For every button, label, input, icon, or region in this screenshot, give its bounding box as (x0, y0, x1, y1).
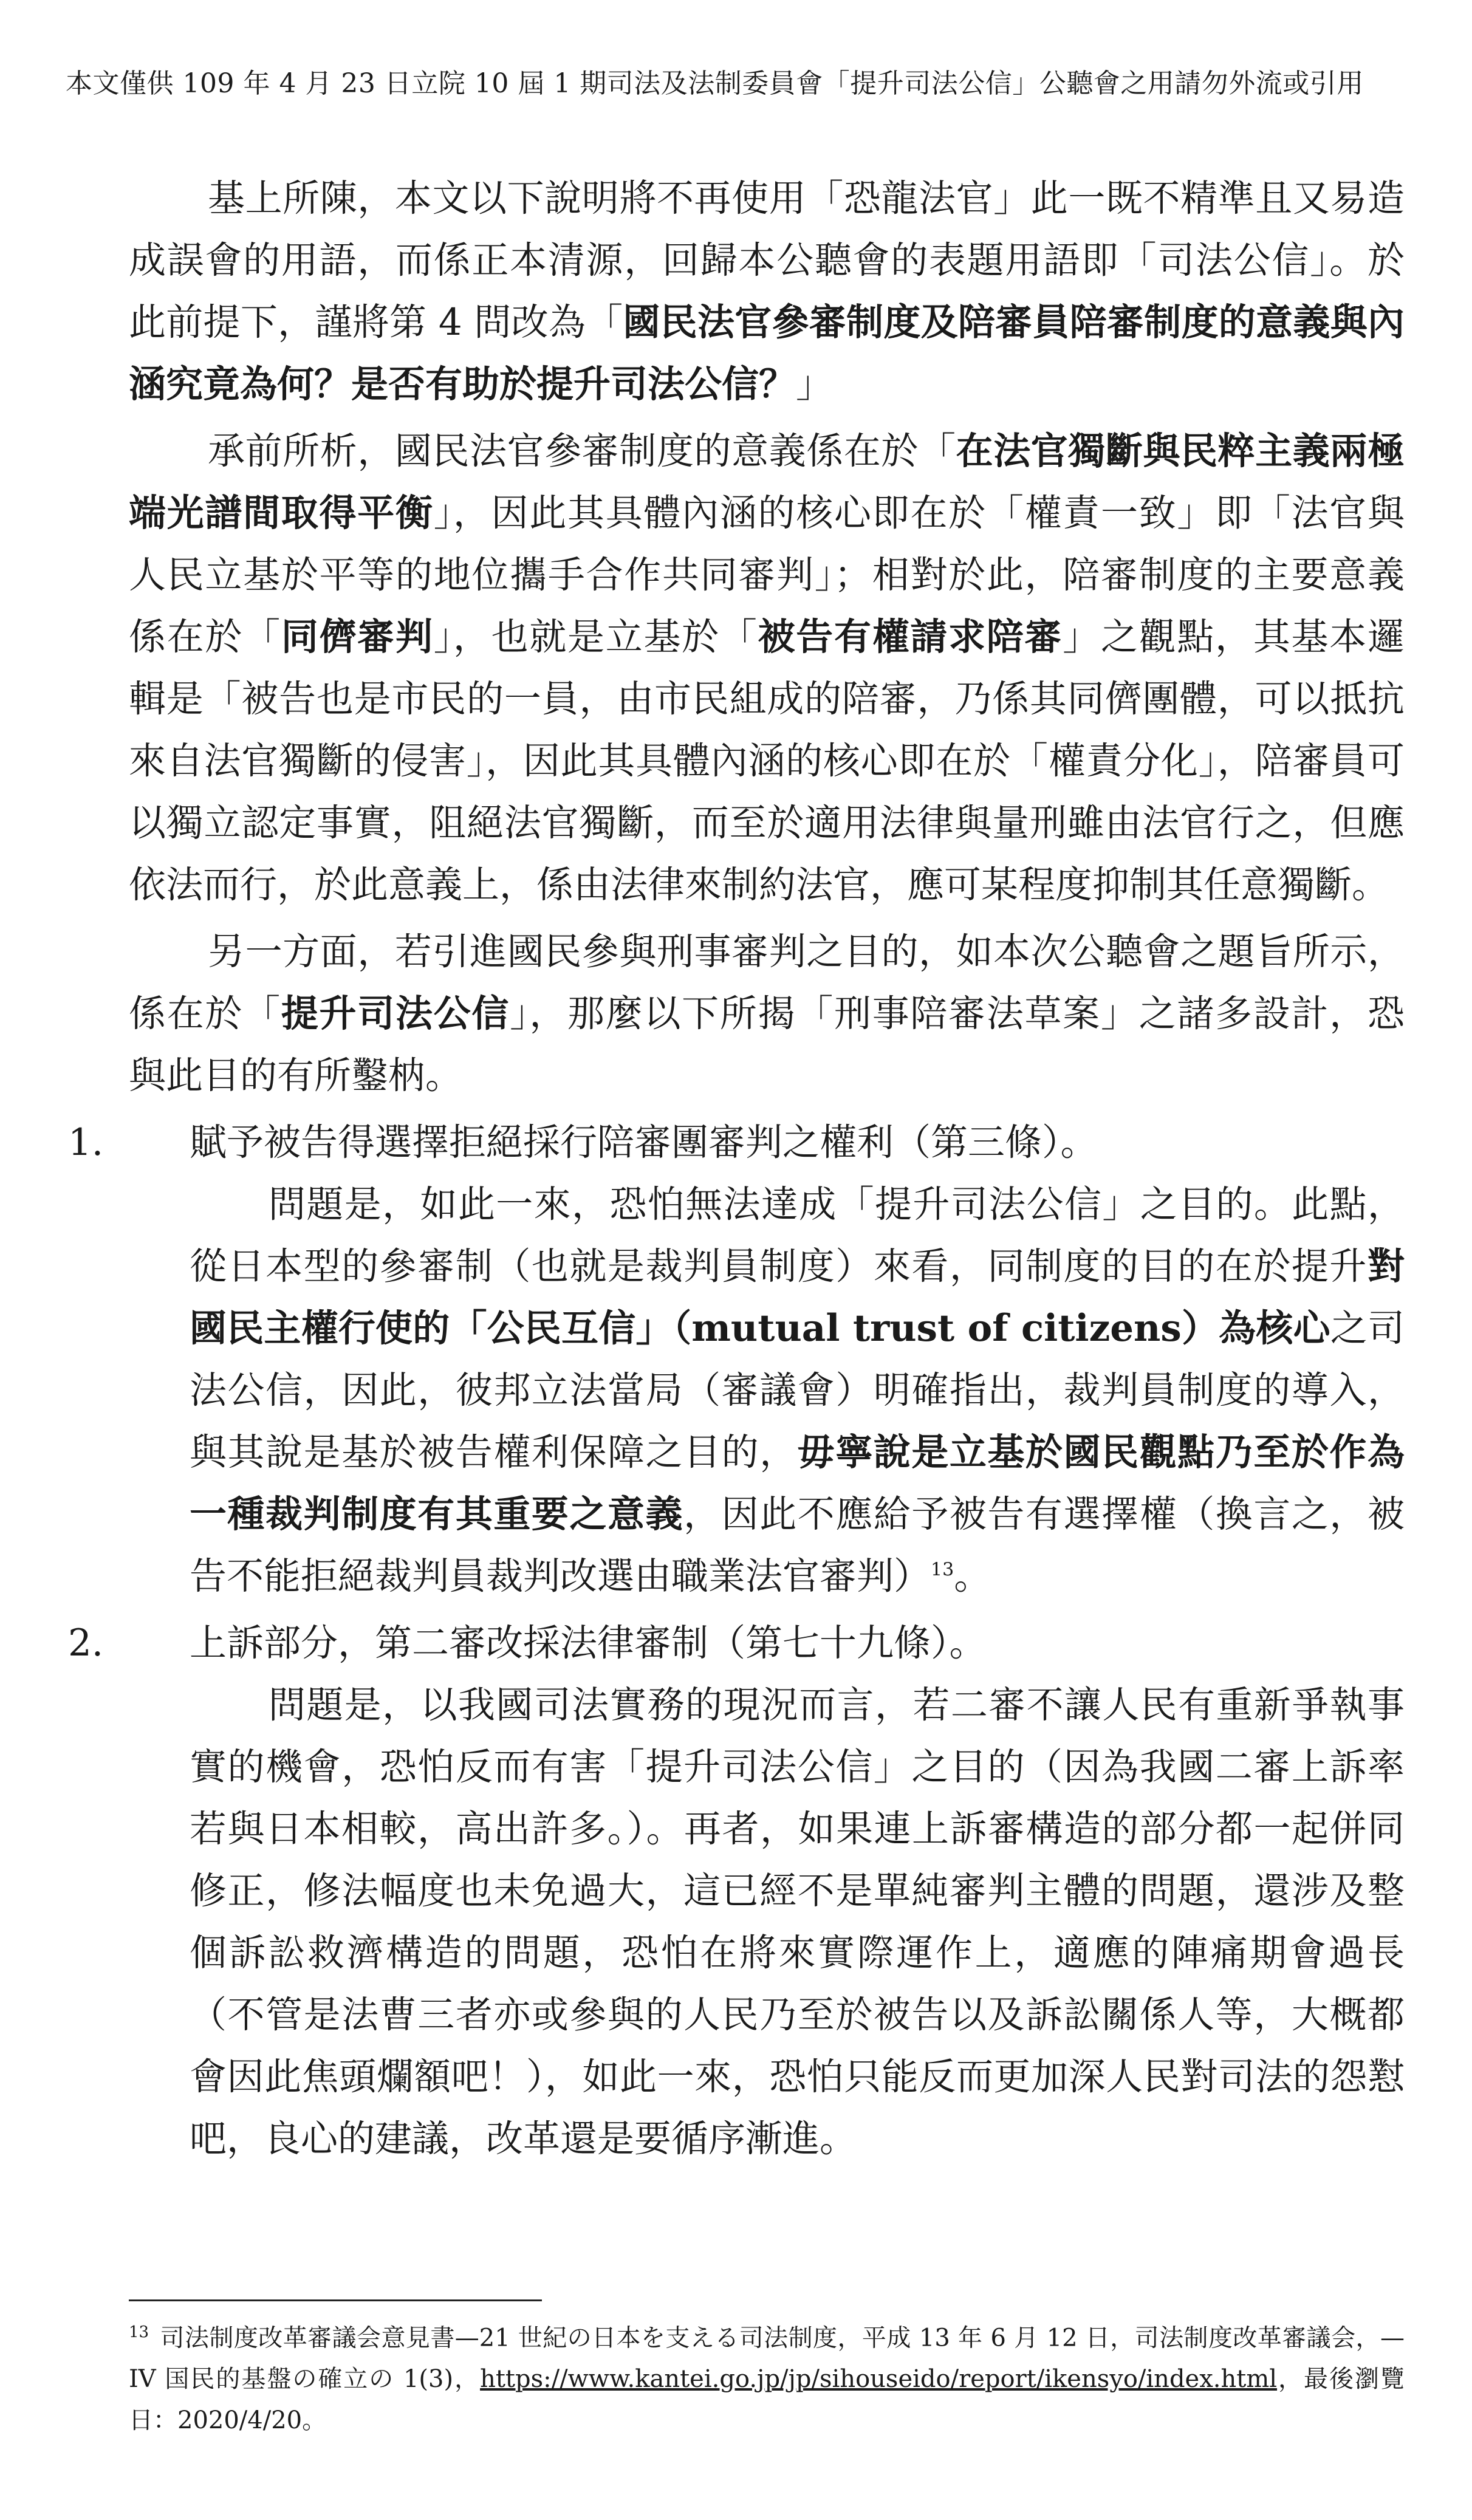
list-item-2 (68, 1612, 1405, 2170)
footnote-ref[interactable]: 13 (931, 1559, 954, 1581)
footnote-mark: 13 (129, 2323, 149, 2341)
list-item-body: 問題是，以我國司法實務的現況而言，若二審不讓人民有重新爭執事實的機會，恐怕反而有害「提升司法公信」之目的（因為我國二審上訴率若與日本相較，高出許多。）。再者，如果連上訴審構造的部分都一起併同修正，修法幅度也未免過大，這已經不是單純審判主體的問題，還涉及整個訴訟救濟構造的問題，恐怕在將來實際運作上，適應的陣痛期會過長（不管是法曹三者亦或參與的人民乃至於被告以及訴訟關係人等，大概都會因此焦頭爛額吧！），如此一來，恐怕只能反而更加深人民對司法的怨懟吧，良心的建議，改革還是要循序漸進。 (190, 1683, 1405, 2160)
paragraph-2: 承前所析，國民法官參審制度的意義係在於「在法官獨斷與民粹主義兩極端光譜間取得平衡」，因此其具體內涵的核心即在於「權責一致」即「法官與人民立基於平等的地位攜手合作共同審判」；相對於此，陪審制度的主要意義係在於「同儕審判」，也就是立基於「被告有權請求陪審」之觀點，其基本邏輯是「被告也是市民的一員，由市民組成的陪審，乃係其同儕團體，可以抵抗來自法官獨斷的侵害」，因此其具體內涵的核心即在於「權責分化」，陪審員可以獨立認定事實，阻絕法官獨斷，而至於適用法律與量刑雖由法官行之，但應依法而行，於此意義上，係由法律來制約法官，應可某程度抑制其任意獨斷。 (129, 430, 1405, 906)
list-number: 2. (68, 1621, 104, 1665)
paragraph-1: 基上所陳，本文以下說明將不再使用「恐龍法官」此一既不精準且又易造成誤會的用語，而係正本清源，回歸本公聽會的表題用語即「司法公信」。於此前提下，謹將第 4 問改為「國民法官參審制度及陪審員陪審制度的意義與內涵究竟為何？是否有助於提升司法公信？」 (129, 177, 1405, 406)
list-item-body: 問題是，如此一來，恐怕無法達成「提升司法公信」之目的。此點，從日本型的參審制（也就是裁判員制度）來看，同制度的目的在於提升對國民主權行使的「公民互信」（mutual trust of citizens）為核心之司法公信，因此，彼邦立法當局（審議會）明確指出，裁判員制度的導入，與其說是基於被告權利保障之目的，毋寧說是立基於國民觀點乃至於作為一種裁判制度有其重要之意義，因此不應給予被告有選擇權（換言之，被告不能拒絕裁判員裁判改選由職業法官審判）$^{13}$。 (190, 1183, 1405, 1598)
paragraph-3: 另一方面，若引進國民參與刑事審判之目的，如本次公聽會之題旨所示，係在於「提升司法公信」，那麼以下所揭「刑事陪審法草案」之諸多設計，恐與此目的有所鑿枘。 (129, 930, 1405, 1097)
footnote: $^{13}$ 司法制度改革審議会意見書—21 世紀の日本を支える司法制度，平成 13 年 6 月 12 日，司法制度改革審議会，—IV 国民的基盤の確立の 1(3)，https://www.kantei.go.jp/jp/sihouseido/report/ikensyo/index.html，最後瀏覽日：2020/4/20。 (129, 2323, 1405, 2435)
footnote-separator (129, 2299, 542, 2301)
page-header: 本文僅供 109 年 4 月 23 日立院 10 屆 1 期司法及法制委員會「提升司法公信」公聽會之用請勿外流或引用 (66, 68, 1364, 99)
list-item-1 (68, 1112, 1405, 1608)
list-item-title: 上訴部分，第二審改採法律審制（第七十九條）。 (190, 1621, 987, 1665)
main-body (68, 168, 1405, 2170)
list-item-title: 賦予被告得選擇拒絕採行陪審團審判之權利（第三條）。 (190, 1121, 1098, 1164)
footnote-link[interactable]: https://www.kantei.go.jp/jp/sihouseido/report/ikensyo/index.html (480, 2365, 1278, 2394)
list-number: 1. (68, 1121, 104, 1164)
bold-question: 國民法官參審制度及陪審員陪審制度的意義與內涵究竟為何？是否有助於提升司法公信？ (129, 301, 1405, 406)
